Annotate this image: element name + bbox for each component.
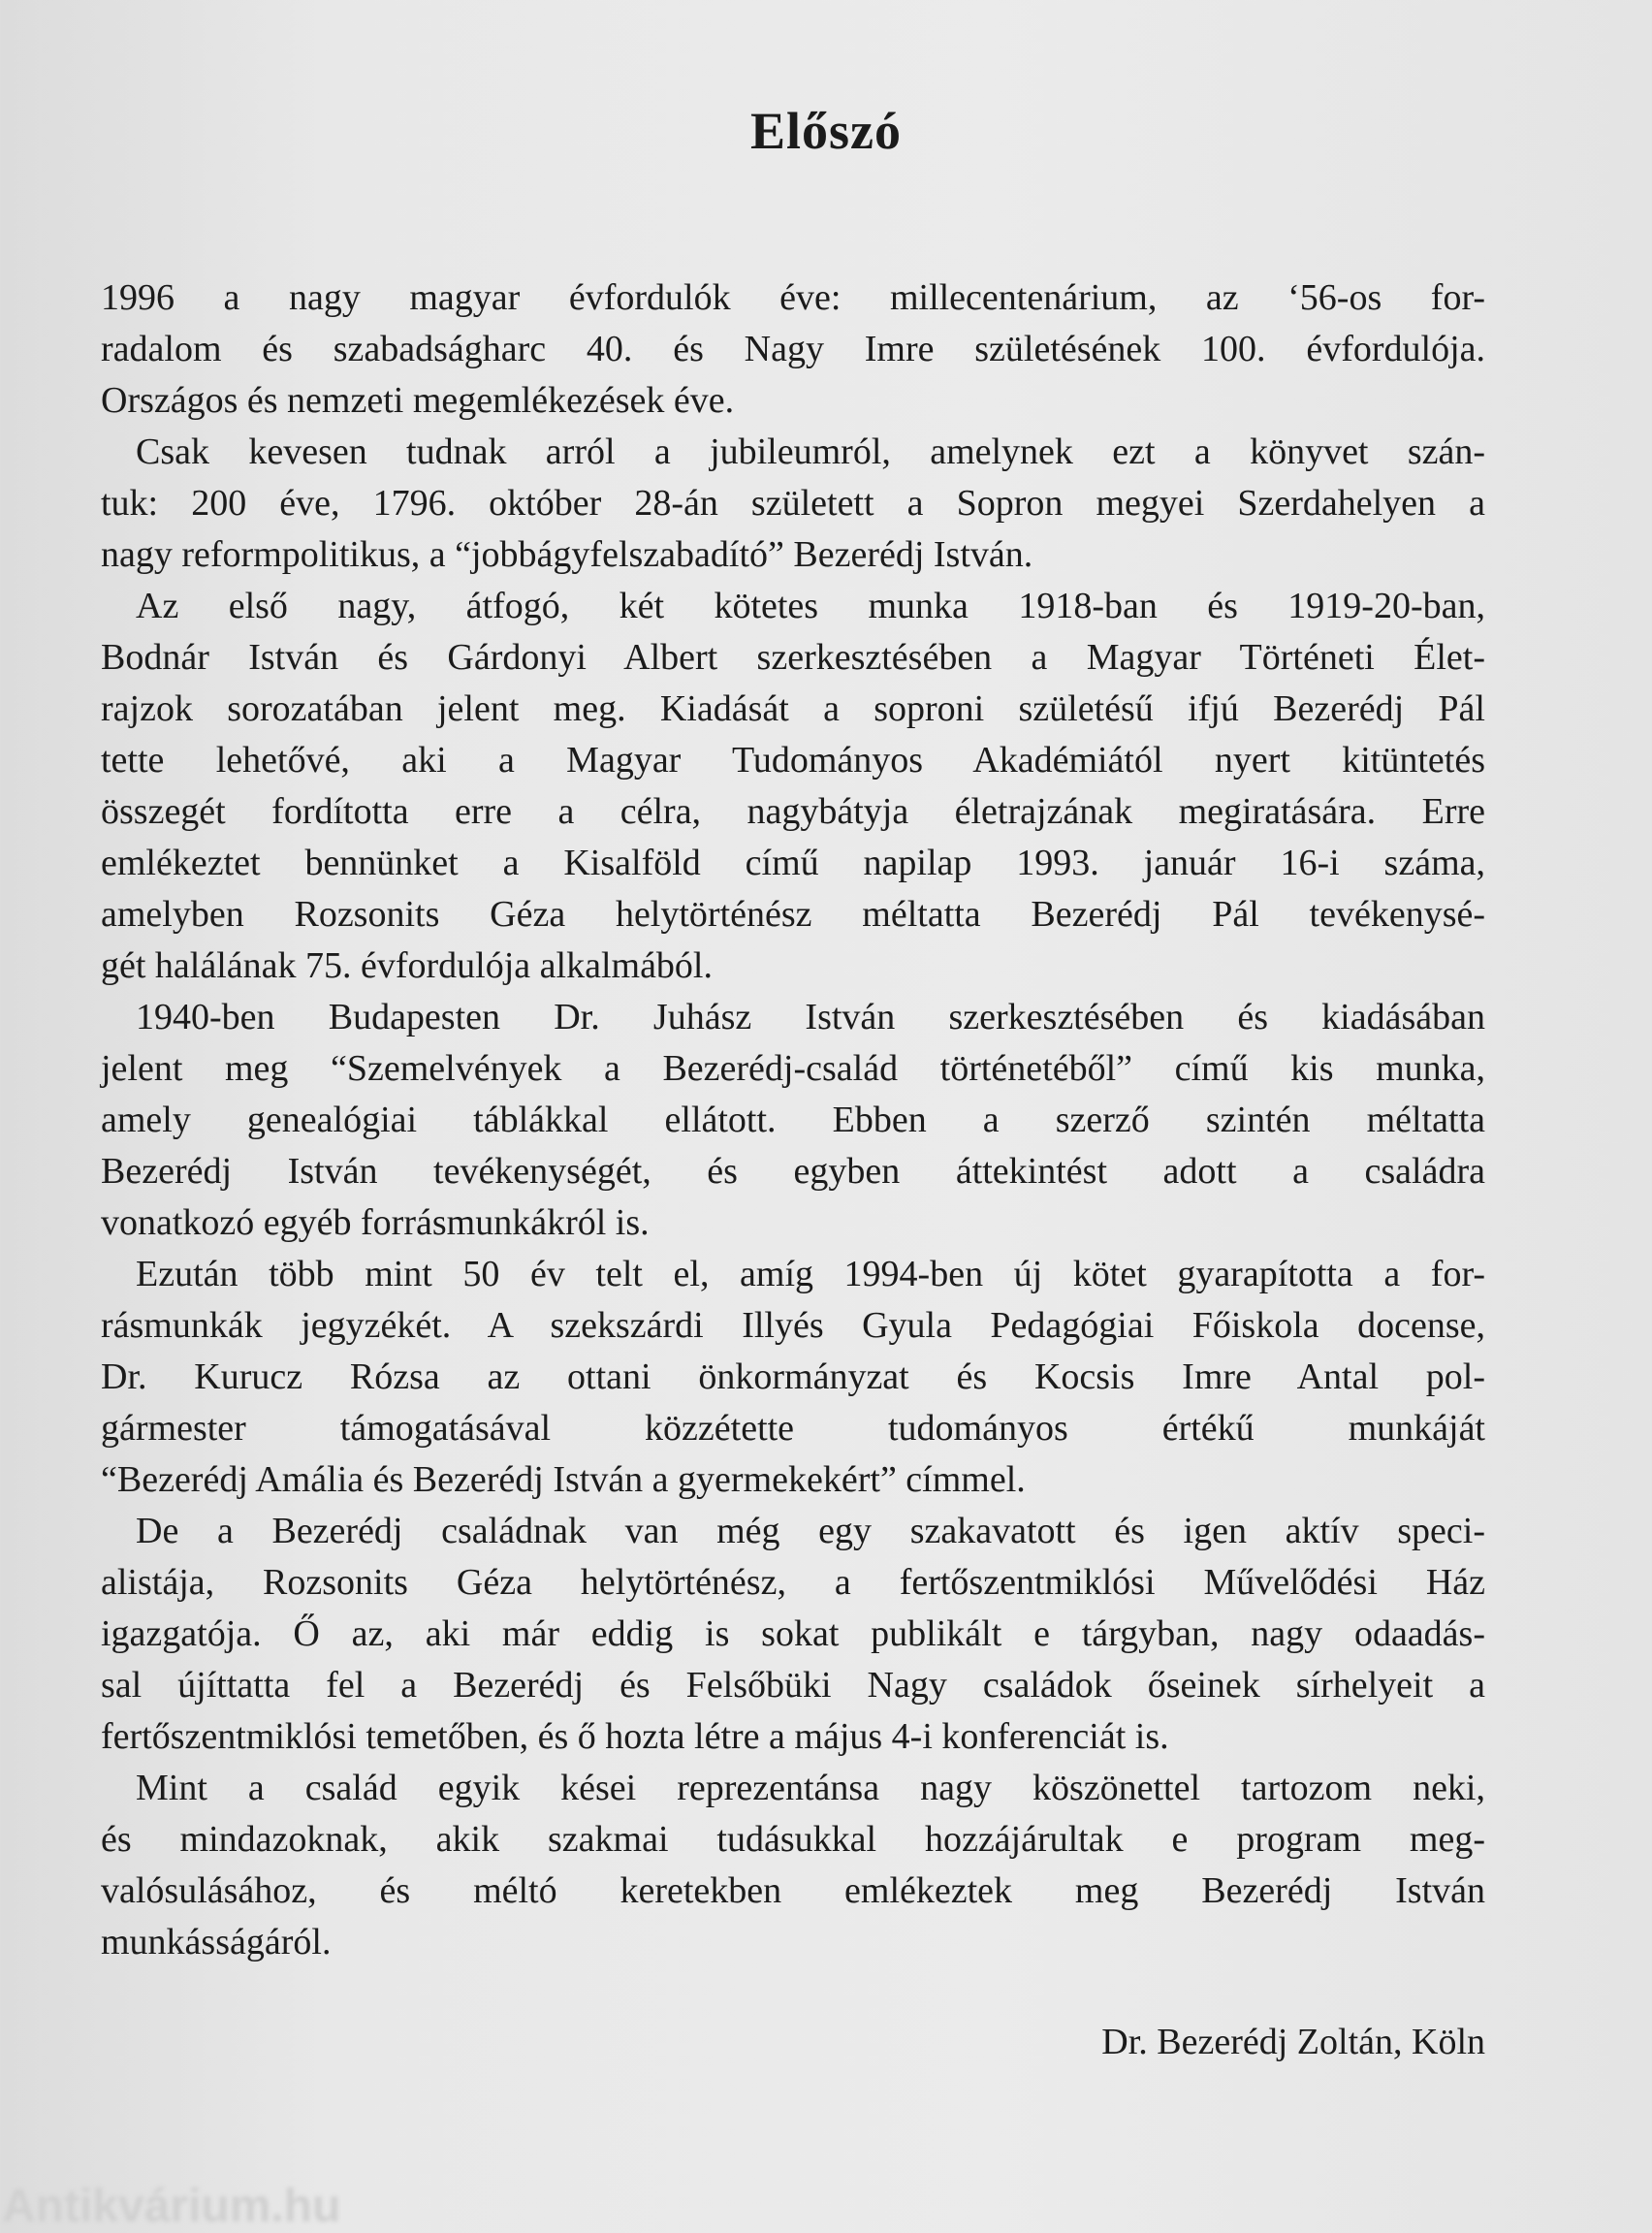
signature: Dr. Bezerédj Zoltán, Köln bbox=[1101, 2022, 1485, 2062]
text-line: munkásságáról. bbox=[101, 1922, 332, 1962]
text-line: alistája, Rozsonits Géza helytörténész, a fertőszentmiklósi Művelődési Ház bbox=[101, 1562, 1485, 1603]
text-line: sal újíttatta fel a Bezerédj és Felsőbüki Nagy családok őseinek sírhelyeit a bbox=[101, 1665, 1485, 1706]
text-line: és mindazoknak, akik szakmai tudásukkal hozzájárultak e program meg- bbox=[101, 1819, 1485, 1860]
text-line: De a Bezerédj családnak van még egy szakavatott és igen aktív speci- bbox=[136, 1511, 1485, 1551]
watermark: Antikvárium.hu bbox=[2, 2181, 341, 2232]
text-line: amelyben Rozsonits Géza helytörténész méltatta Bezerédj Pál tevékenysé- bbox=[101, 894, 1485, 935]
paragraph bbox=[101, 992, 1485, 1249]
text-line: rajzok sorozatában jelent meg. Kiadását a soproni születésű ifjú Bezerédj Pál bbox=[101, 688, 1485, 729]
text-line: amely genealógiai táblákkal ellátott. Ebben a szerző szintén méltatta bbox=[101, 1100, 1485, 1140]
text-line: Ezután több mint 50 év telt el, amíg 1994-ben új kötet gyarapította a for- bbox=[136, 1254, 1485, 1294]
text-line: összegét fordította erre a célra, nagybátyja életrajzának megiratására. Erre bbox=[101, 791, 1485, 832]
text-line: Bodnár István és Gárdonyi Albert szerkesztésében a Magyar Történeti Élet- bbox=[101, 637, 1485, 678]
text-line: jelent meg “Szemelvények a Bezerédj-család történetéből” című kis munka, bbox=[101, 1048, 1485, 1089]
text-line: Mint a család egyik kései reprezentánsa nagy köszönettel tartozom neki, bbox=[136, 1768, 1485, 1808]
text-line: gét halálának 75. évfordulója alkalmából. bbox=[101, 945, 713, 986]
paragraph bbox=[101, 1506, 1485, 1763]
paragraph bbox=[101, 427, 1485, 581]
paragraph bbox=[101, 272, 1485, 427]
text-line: rásmunkák jegyzékét. A szekszárdi Illyés Gyula Pedagógiai Főiskola docense, bbox=[101, 1305, 1485, 1346]
foreword-body bbox=[101, 272, 1485, 1968]
text-line: igazgatója. Ő az, aki már eddig is sokat publikált e tárgyban, nagy odaadás- bbox=[101, 1613, 1485, 1654]
text-line: Országos és nemzeti megemlékezések éve. bbox=[101, 380, 735, 421]
text-line: tuk: 200 éve, 1796. október 28-án született a Sopron megyei Szerdahelyen a bbox=[101, 483, 1485, 524]
text-line: nagy reformpolitikus, a “jobbágyfelszabadító” Bezerédj István. bbox=[101, 534, 1033, 575]
text-line: Bezerédj István tevékenységét, és egyben áttekintést adott a családra bbox=[101, 1151, 1485, 1192]
text-line: radalom és szabadságharc 40. és Nagy Imre születésének 100. évfordulója. bbox=[101, 329, 1485, 369]
text-line: gármester támogatásával közzétette tudományos értékű munkáját bbox=[101, 1408, 1485, 1449]
text-line: fertőszentmiklósi temetőben, és ő hozta létre a május 4-i konferenciát is. bbox=[101, 1716, 1169, 1757]
page-title: Előszó bbox=[749, 102, 902, 160]
text-line: tette lehetővé, aki a Magyar Tudományos Akadémiától nyert kitüntetés bbox=[101, 740, 1485, 781]
text-line: 1996 a nagy magyar évfordulók éve: millecentenárium, az ‘56-os for- bbox=[101, 277, 1485, 318]
paragraph bbox=[101, 1249, 1485, 1506]
text-line: 1940-ben Budapesten Dr. Juhász István szerkesztésében és kiadásában bbox=[136, 997, 1485, 1037]
paragraph bbox=[101, 1763, 1485, 1968]
text-line: vonatkozó egyéb forrásmunkákról is. bbox=[101, 1202, 650, 1243]
text-line: Csak kevesen tudnak arról a jubileumról, amelynek ezt a könyvet szán- bbox=[136, 431, 1485, 472]
text-line: emlékeztet bennünket a Kisalföld című napilap 1993. január 16-i száma, bbox=[101, 843, 1485, 883]
text-line: “Bezerédj Amália és Bezerédj István a gyermekekért” címmel. bbox=[101, 1459, 1026, 1500]
text-line: Az első nagy, átfogó, két kötetes munka 1918-ban és 1919-20-ban, bbox=[136, 586, 1485, 626]
paragraph bbox=[101, 581, 1485, 992]
text-line: Dr. Kurucz Rózsa az ottani önkormányzat és Kocsis Imre Antal pol- bbox=[101, 1356, 1485, 1397]
text-line: valósulásához, és méltó keretekben emlékeztek meg Bezerédj István bbox=[101, 1870, 1485, 1911]
